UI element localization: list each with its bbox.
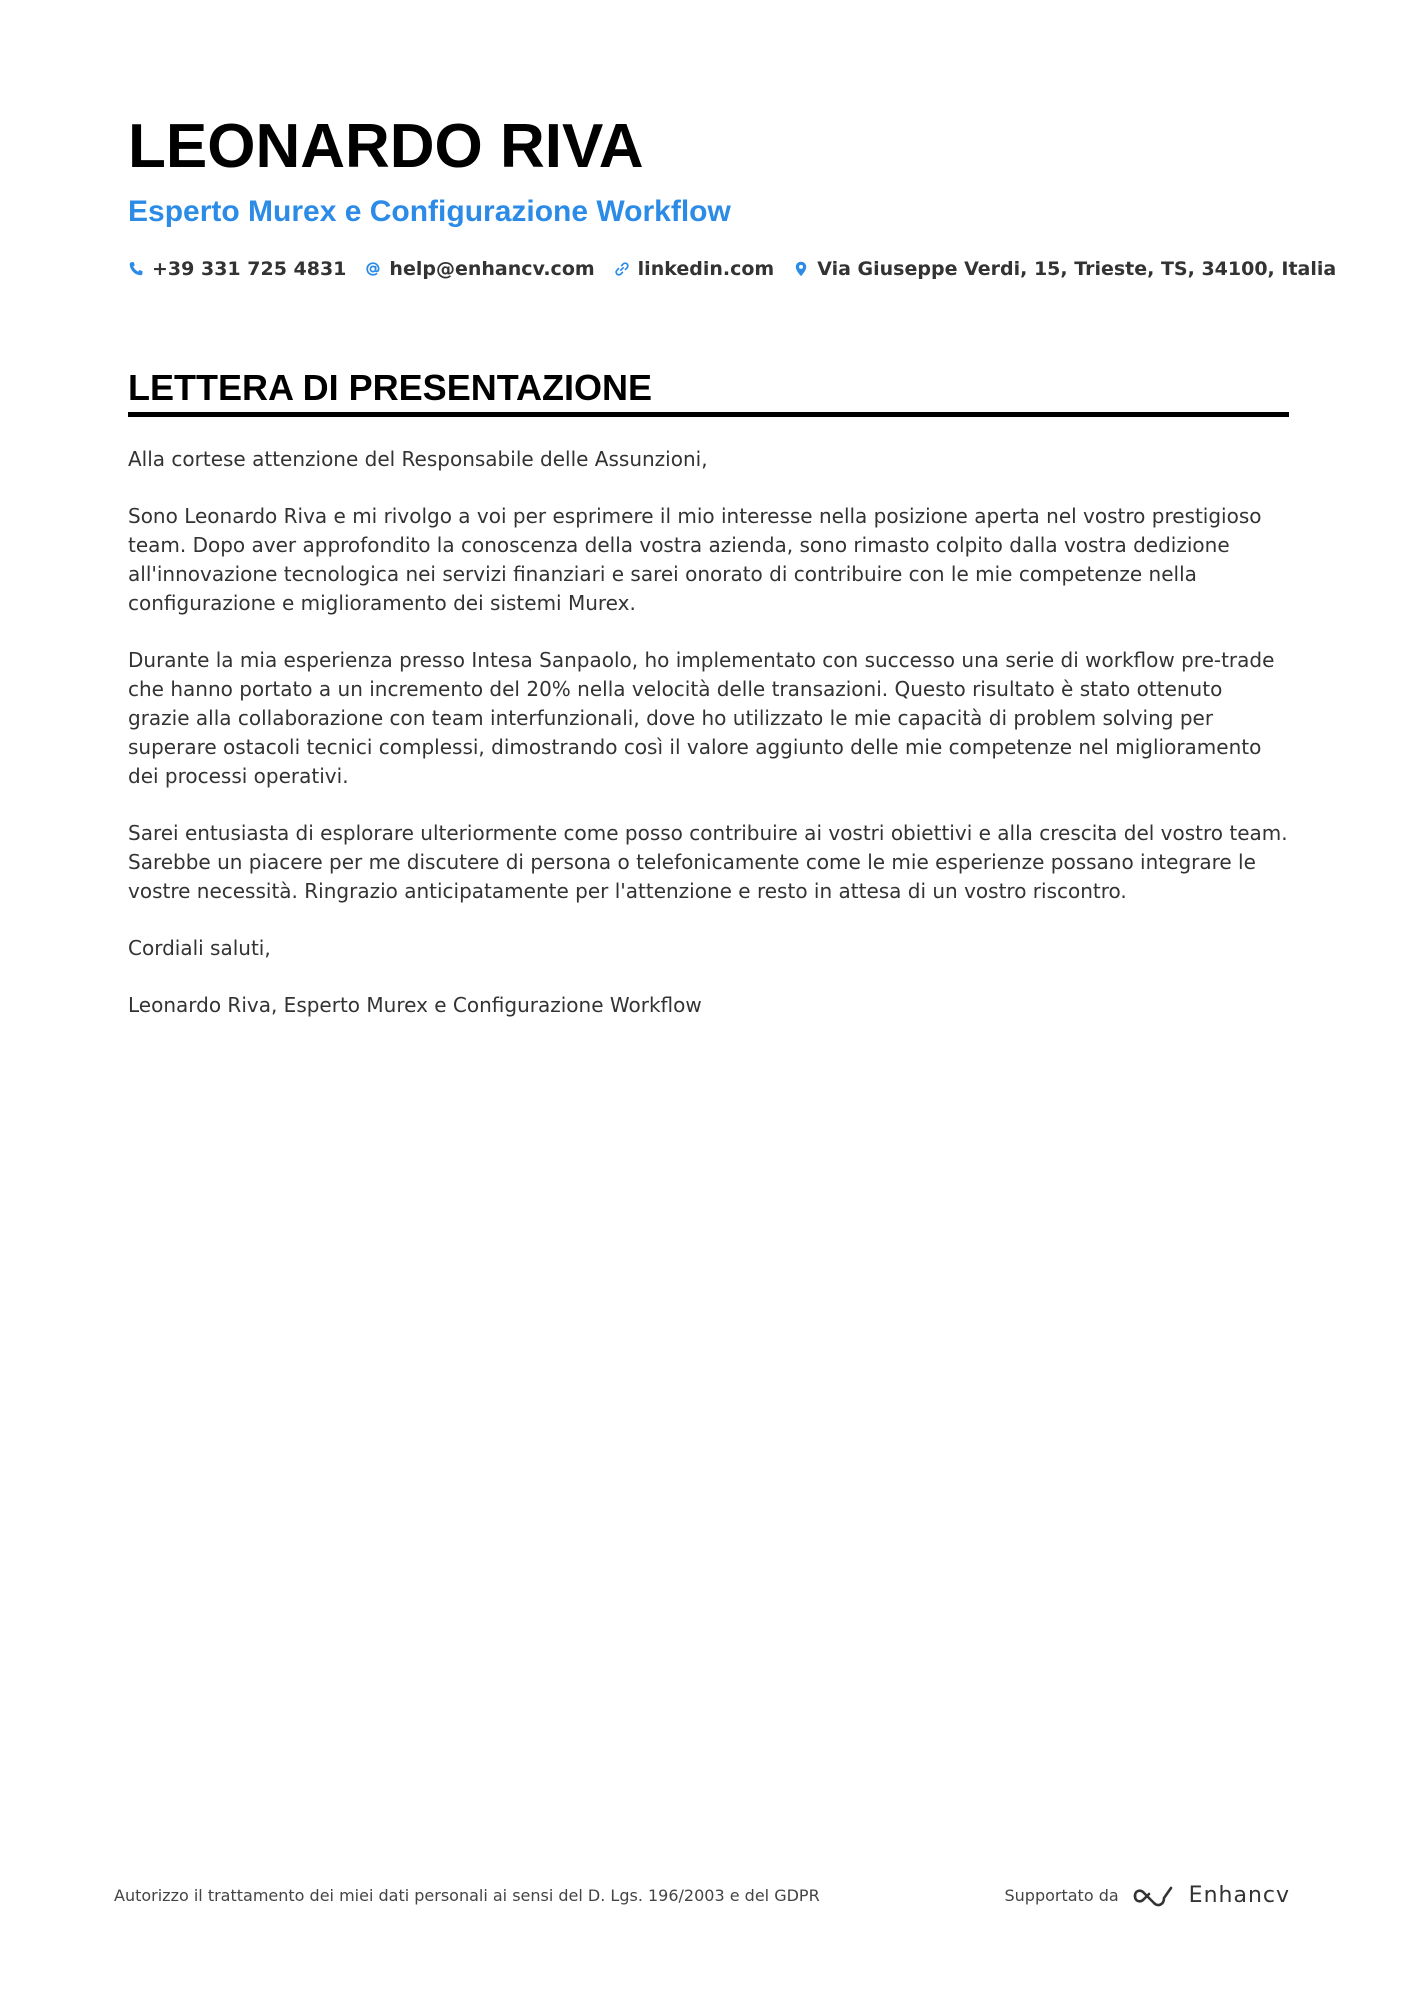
contact-phone-text: +39 331 725 4831 xyxy=(152,258,347,280)
letter-paragraph: Sono Leonardo Riva e mi rivolgo a voi per esprimere il mio interesse nella posizione aperta nel vostro prestigioso team. Dopo aver approfondito la conoscenza della vostra azienda, sono rimasto colpito dalla vostra dedizione all'innovazione tecnologica nei servizi finanziari e sarei onorato di contribuire con le mie competenze nella configurazione e miglioramento dei sistemi Murex. xyxy=(128,504,1262,615)
letter-salutation: Alla cortese attenzione del Responsabile delle Assunzioni, xyxy=(128,447,708,471)
enhancv-logo-icon xyxy=(1131,1884,1179,1908)
letter-closing: Cordiali saluti, xyxy=(128,936,271,960)
contact-address xyxy=(793,256,1336,282)
link-icon xyxy=(614,260,630,278)
phone-icon xyxy=(128,260,144,278)
footer xyxy=(114,1883,1290,1908)
at-icon xyxy=(365,260,381,278)
privacy-consent: Autorizzo il trattamento dei miei dati personali ai sensi del D. Lgs. 196/2003 e del GDPR xyxy=(114,1885,820,1905)
contact-linkedin[interactable] xyxy=(614,256,775,282)
contact-email[interactable] xyxy=(365,256,594,282)
enhancv-wordmark: Enhancv xyxy=(1188,1883,1290,1908)
letter-paragraph: Sarei entusiasta di esplorare ulteriormente come posso contribuire ai vostri obiettivi e alla crescita del vostro team. Sarebbe un piacere per me discutere di persona o telefonicamente come le mie esperienze possano integrare le vostre necessità. Ringrazio anticipatamente per l'attenzione e resto in attesa di un vostro riscontro. xyxy=(128,821,1288,903)
section-divider xyxy=(128,412,1289,417)
letter-body xyxy=(128,445,1289,1020)
contact-address-text: Via Giuseppe Verdi, 15, Trieste, TS, 34100, Italia xyxy=(817,258,1337,280)
powered-by[interactable] xyxy=(1005,1883,1291,1908)
location-pin-icon xyxy=(793,260,809,278)
section-heading: LETTERA DI PRESENTAZIONE xyxy=(128,367,653,408)
contact-phone xyxy=(128,256,346,282)
letter-signature: Leonardo Riva, Esperto Murex e Configurazione Workflow xyxy=(128,993,702,1017)
header xyxy=(128,108,1337,282)
contact-bar xyxy=(128,256,1337,282)
contact-linkedin-text[interactable]: linkedin.com xyxy=(637,258,775,280)
candidate-name: LEONARDO RIVA xyxy=(128,112,644,181)
powered-by-label: Supportato da xyxy=(1004,1885,1119,1905)
candidate-title: Esperto Murex e Configurazione Workflow xyxy=(128,195,731,228)
cover-letter-section xyxy=(128,366,1289,1048)
letter-paragraph: Durante la mia esperienza presso Intesa Sanpaolo, ho implementato con successo una serie di workflow pre-trade che hanno portato a un incremento del 20% nella velocità delle transazioni. Questo risultato è stato ottenuto grazie alla collaborazione con team interfunzionali, dove ho utilizzato le mie capacità di problem solving per superare ostacoli tecnici complessi, dimostrando così il valore aggiunto delle mie competenze nel miglioramento dei processi operativi. xyxy=(128,648,1275,788)
contact-email-text[interactable]: help@enhancv.com xyxy=(389,258,595,280)
enhancv-logo[interactable] xyxy=(1131,1883,1290,1908)
